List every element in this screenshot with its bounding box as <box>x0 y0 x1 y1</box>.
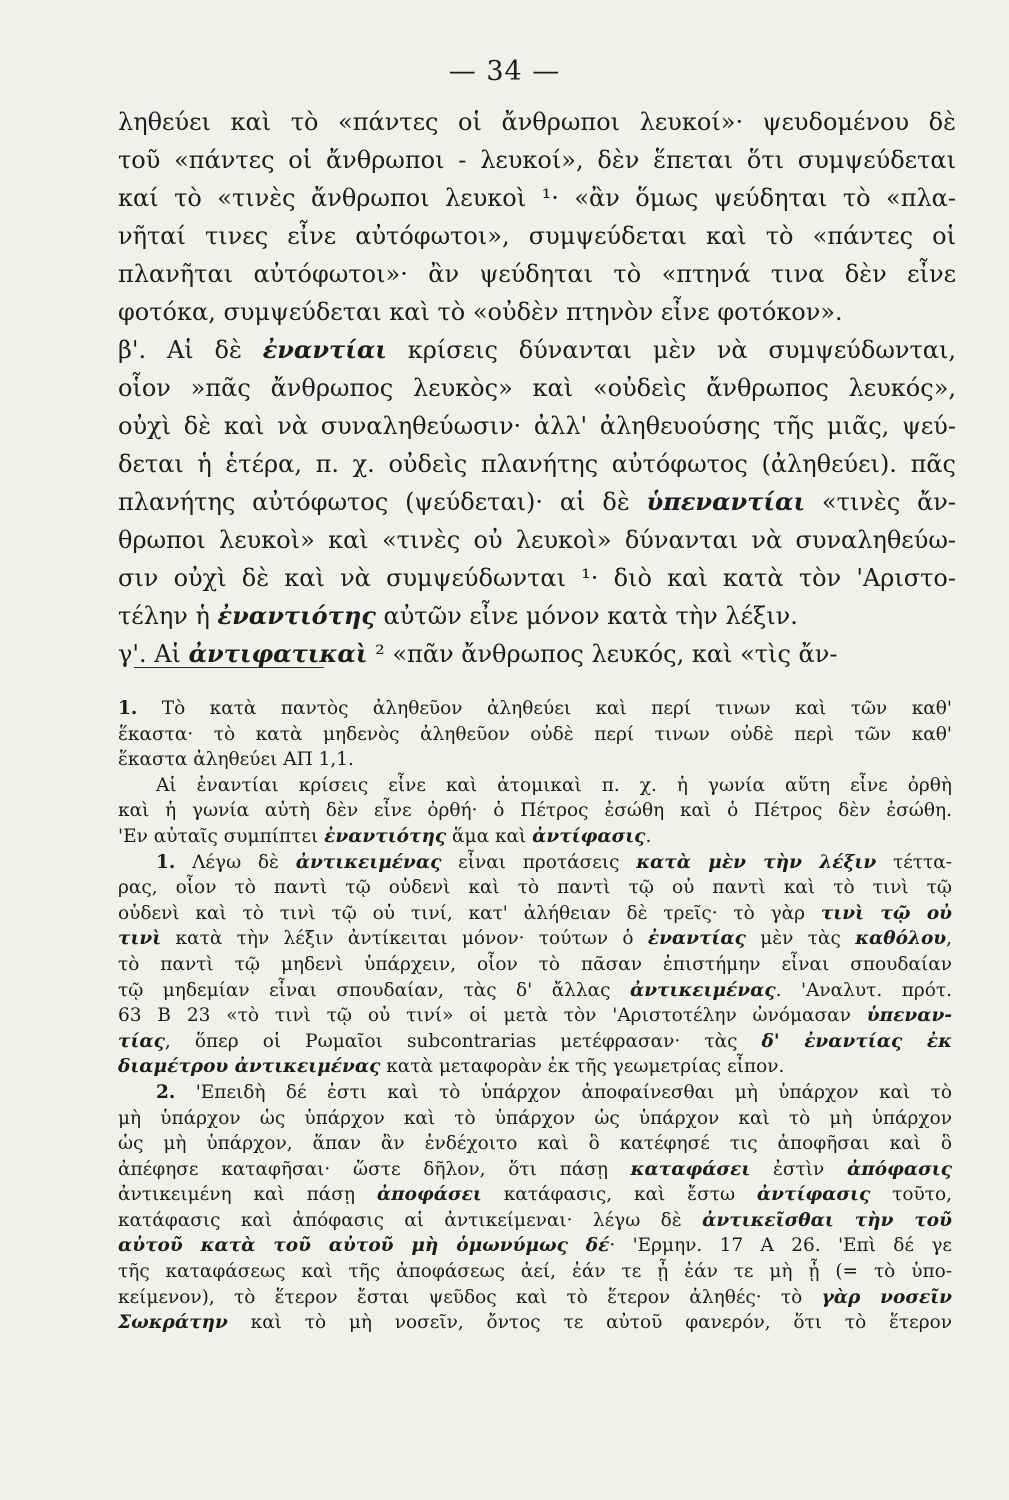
text-segment: β'. Αἱ δὲ <box>118 336 263 364</box>
emphasized-term: ἀποφάσει <box>376 1184 482 1206</box>
text-segment: τῆς καταφάσεως καὶ τῆς ἀποφάσεως ἀεί, ἐάν τε ᾖ ἐάν τε μὴ ᾖ (= τὸ ὑπο- <box>118 1261 952 1283</box>
text-segment: οὐχὶ δὲ καὶ νὰ συναληθεύωσιν· ἀλλ' ἀληθευούσης τῆς μιᾶς, ψεύ- <box>118 412 956 440</box>
emphasized-term: καταφάσει <box>630 1158 751 1180</box>
footnote-line <box>118 824 952 850</box>
text-segment: ληθεύει καὶ τὸ «πάντες οἱ ἄνθρωποι λευκοί»· ψευδομένου δὲ <box>118 108 956 136</box>
footnote-line <box>118 901 952 927</box>
emphasized-term: Σωκράτην <box>118 1312 228 1334</box>
emphasized-term: ὑπεναντίαι <box>646 487 806 516</box>
main-text-line <box>118 407 956 445</box>
text-segment: 63 Β 23 «τὸ τινὶ τῷ οὐ τινί» οἱ μετὰ τὸν 'Αριστοτέλην ὠνόμασαν <box>118 1005 867 1027</box>
text-segment: Λέγω δὲ <box>175 851 296 873</box>
footnote-line <box>118 747 952 773</box>
text-segment: μὴ ὑπάρχον ὡς ὑπάρχον καὶ τὸ ὑπάρχον ὡς ὑπάρχον καὶ τὸ μὴ ὑπάρχον <box>118 1107 952 1129</box>
footnote-line <box>118 798 952 824</box>
emphasized-term: ἀπόφασις <box>847 1158 952 1180</box>
text-segment: ἕκαστα ἀληθεύει ΑΠ 1,1. <box>118 749 354 771</box>
main-text-line <box>118 293 956 331</box>
emphasized-term: τίας <box>118 1030 165 1052</box>
main-text-line <box>118 217 956 255</box>
text-segment: κείμενον), τὸ ἕτερον ἔσται ψεῦδος καὶ τὸ ἕτερον ἀληθές· τὸ <box>118 1286 822 1308</box>
text-segment: αὐτῶν εἶνε μόνον κατὰ τὴν λέξιν. <box>375 602 798 630</box>
text-segment: ἀπέφησε καταφῆσαι· ὥστε δῆλον, ὅτι πάσῃ <box>118 1158 631 1180</box>
footnote-number: 2. <box>156 1081 176 1103</box>
emphasized-term: ἀντικειμένας <box>629 979 776 1001</box>
text-segment: καί τὸ «τινὲς ἄνθρωποι λευκοὶ ¹· «ἂν ὅμως ψεύδηται τὸ «πλα- <box>118 184 956 212</box>
text-segment: τῷ μηδεμίαν εἶναι σπουδαίαν, τὰς δ' ἄλλας <box>118 979 630 1001</box>
footnote-line <box>118 1310 952 1336</box>
text-segment: γ'. Αἱ <box>118 640 189 668</box>
text-segment: τὸ παντὶ τῷ μηδενὶ ὑπάρχειν, οἷον τὸ πᾶσαν ἐπιστήμην εἶναι σπουδαίαν <box>118 953 952 975</box>
footnote-line <box>118 1182 952 1208</box>
text-segment: πλανῆται αὐτόφωτοι»· ἂν ψεύδηται τὸ «πτηνά τινα δὲν εἶνε <box>118 260 956 288</box>
footnote-line <box>118 978 952 1004</box>
emphasized-term: ἀντικεῖσθαι τὴν τοῦ <box>702 1209 952 1231</box>
footnote-line <box>118 1285 952 1311</box>
text-segment: ὡς μὴ ὑπάρχον, ἅπαν ἂν ἐνδέχοιτο καὶ ὃ κατέφησέ τις ἀποφῆσαι καὶ ὃ <box>118 1133 952 1155</box>
main-text-line <box>118 103 956 141</box>
main-text-line <box>118 331 956 369</box>
emphasized-term: κατὰ μὲν τὴν λέξιν <box>636 851 877 873</box>
text-segment: Αἱ ἐναντίαι κρίσεις εἶνε καὶ ἀτομικαὶ π. χ. ἡ γωνία αὕτη εἶνε ὀρθὴ <box>156 774 952 796</box>
text-segment: ρας, οἷον τὸ παντὶ τῷ οὐδενὶ καὶ τὸ παντὶ τῷ οὐ παντὶ καὶ τὸ τινὶ τῷ <box>118 877 952 899</box>
text-segment: ἅμα καὶ <box>446 825 533 847</box>
footnote-line <box>118 1003 952 1029</box>
main-text-line <box>118 179 956 217</box>
text-segment: , <box>946 928 953 950</box>
text-segment: κατὰ τὴν λέξιν ἀντίκειται μόνον· τούτων ὁ <box>161 928 648 950</box>
text-segment: σιν οὐχὶ δὲ καὶ νὰ συμψεύδωνται ¹· διὸ καὶ κατὰ τὸν 'Αριστο- <box>118 564 956 592</box>
emphasized-term: ἐναντιότης <box>217 601 376 630</box>
footnote-line <box>118 875 952 901</box>
footnote-line <box>118 1029 952 1055</box>
text-segment: ἀντικειμένη καὶ πάσῃ <box>118 1184 377 1206</box>
emphasized-term: ἐναντίας <box>647 928 746 950</box>
emphasized-term: τινὶ τῷ οὐ <box>820 902 952 924</box>
emphasized-term: γὰρ νοσεῖν <box>821 1286 953 1308</box>
text-segment: τέλην ἡ <box>118 602 218 630</box>
footnote-line <box>118 1157 952 1183</box>
main-text-line <box>118 445 956 483</box>
emphasized-term: διαμέτρου ἀντικειμένας <box>118 1056 381 1078</box>
text-segment: μὲν τὰς <box>745 928 856 950</box>
text-segment: τοῦ «πάντες οἱ ἄνθρωποι - λευκοί», δὲν ἕπεται ὅτι συμψεύδεται <box>118 146 956 174</box>
emphasized-term: αὐτοῦ κατὰ τοῦ αὐτοῦ μὴ ὁμωνύμως δέ <box>118 1235 610 1257</box>
main-text-line <box>118 521 956 559</box>
text-segment: φοτόκα, συμψεύδεται καὶ τὸ «οὐδὲν πτηνὸν εἶνε φοτόκον». <box>118 298 843 326</box>
footnote-line <box>118 952 952 978</box>
text-segment: κατάφασις, καὶ ἔστω <box>481 1184 757 1206</box>
text-segment: τέττα- <box>876 851 952 873</box>
text-segment: θρωποι λευκοὶ» καὶ «τινὲς οὐ λευκοὶ» δύνανται νὰ συναληθεύω- <box>118 526 956 554</box>
emphasized-term: ὑπεναν- <box>866 1005 952 1027</box>
emphasized-term: ἀντίφασις <box>532 825 646 847</box>
emphasized-term: ἀντίφασις <box>756 1184 871 1206</box>
text-segment: πλανήτης αὐτόφωτος (ψεύδεται)· αἱ δὲ <box>118 488 647 516</box>
footnote-line <box>118 1233 952 1259</box>
emphasized-term: καθόλου <box>855 928 947 950</box>
text-segment: . <box>645 825 652 847</box>
emphasized-term: τινὶ <box>118 928 162 950</box>
text-segment: κρίσεις δύνανται μὲν νὰ συμψεύδωνται, <box>386 336 957 364</box>
main-text-line <box>118 255 956 293</box>
text-segment: δεται ἡ ἑτέρα, π. χ. οὐδεὶς πλανήτης αὐτόφωτος (ἀληθεύει). πᾶς <box>118 450 956 478</box>
footnote-divider <box>134 667 324 668</box>
footnote-line <box>118 1106 952 1132</box>
footnote-line <box>118 1131 952 1157</box>
text-segment: ἐστὶν <box>750 1158 848 1180</box>
footnote-line <box>118 1054 952 1080</box>
text-segment: κατὰ μεταφορὰν ἐκ τῆς γεωμετρίας εἶπον. <box>380 1056 785 1078</box>
footnotes <box>118 696 952 1336</box>
main-text-line <box>118 141 956 179</box>
footnote-number: 1. <box>156 851 176 873</box>
emphasized-term: δ' ἐναντίας ἐκ <box>761 1030 952 1052</box>
text-segment: καὶ ἡ γωνία αὐτὴ δὲν εἶνε ὀρθή· ὁ Πέτρος ἐσώθη καὶ ὁ Πέτρος δὲν ἐσώθη. <box>118 800 952 822</box>
page-number: — 34 — <box>448 56 561 87</box>
text-segment: καὶ τὸ μὴ νοσεῖν, ὄντος τε αὐτοῦ φανερόν, ὅτι τὸ ἕτερον <box>227 1312 952 1334</box>
text-segment: τοῦτο, <box>870 1184 952 1206</box>
text-segment: Τὸ κατὰ παντὸς ἀληθεῦον ἀληθεύει καὶ περί τινων καὶ τῶν καθ' <box>137 698 952 719</box>
main-text-line <box>118 559 956 597</box>
text-segment: κατάφασις καὶ ἀπόφασις αἱ ἀντικείμεναι· λέγω δὲ <box>118 1209 703 1231</box>
text-segment: 'Εν αὐταῖς συμπίπτει <box>118 825 325 847</box>
footnote-line <box>118 850 952 876</box>
footnote-line <box>118 722 952 748</box>
text-segment: · 'Ερμην. 17 Α 26. 'Επὶ δέ γε <box>609 1235 952 1257</box>
emphasized-term: ἀντιφατικαὶ <box>188 639 368 668</box>
main-text <box>118 103 956 673</box>
main-text-line <box>118 483 956 521</box>
footnote-line <box>118 1208 952 1234</box>
text-segment: ² «πᾶν ἄνθρωπος λευκός, καὶ «τὶς ἄν- <box>367 640 838 668</box>
text-segment: . 'Αναλυτ. πρότ. <box>775 979 952 1001</box>
footnote-number: 1. <box>118 698 138 719</box>
footnote-line <box>118 926 952 952</box>
text-segment: ἕκαστα· τὸ κατὰ μηδενὸς ἀληθεῦον οὐδὲ περί τινων οὐδὲ περὶ τῶν καθ' <box>118 723 952 745</box>
text-segment: εἶναι προτάσεις <box>441 851 637 873</box>
text-segment: «τινὲς ἄν- <box>805 488 956 516</box>
footnote-line <box>118 773 952 799</box>
footnote-line <box>118 1080 952 1106</box>
footnote-line <box>118 1259 952 1285</box>
text-segment: οὐδενὶ καὶ τὸ τινὶ τῷ οὐ τινί, κατ' ἀλήθειαν δὲ τρεῖς· τὸ γὰρ <box>118 902 821 924</box>
emphasized-term: ἐναντιότης <box>324 825 447 847</box>
text-segment: 'Επειδὴ δέ ἐστι καὶ τὸ ὑπάρχον ἀποφαίνεσθαι μὴ ὑπάρχον καὶ τὸ <box>175 1081 952 1103</box>
text-segment: νῆταί τινες εἶνε αὐτόφωτοι», συμψεύδεται καὶ τὸ «πάντες οἱ <box>118 222 956 250</box>
text-segment: , ὅπερ οἱ Ρωμαῖοι subcontrarias μετέφρασαν· τὰς <box>164 1030 762 1052</box>
footnote-line <box>118 696 952 722</box>
main-text-line <box>118 597 956 635</box>
emphasized-term: ἀντικειμένας <box>295 851 442 873</box>
text-segment: οἷον »πᾶς ἄνθρωπος λευκὸς» καὶ «οὐδεὶς ἄνθρωπος λευκός», <box>118 374 956 402</box>
main-text-line <box>118 369 956 407</box>
emphasized-term: ἐναντίαι <box>262 335 387 364</box>
